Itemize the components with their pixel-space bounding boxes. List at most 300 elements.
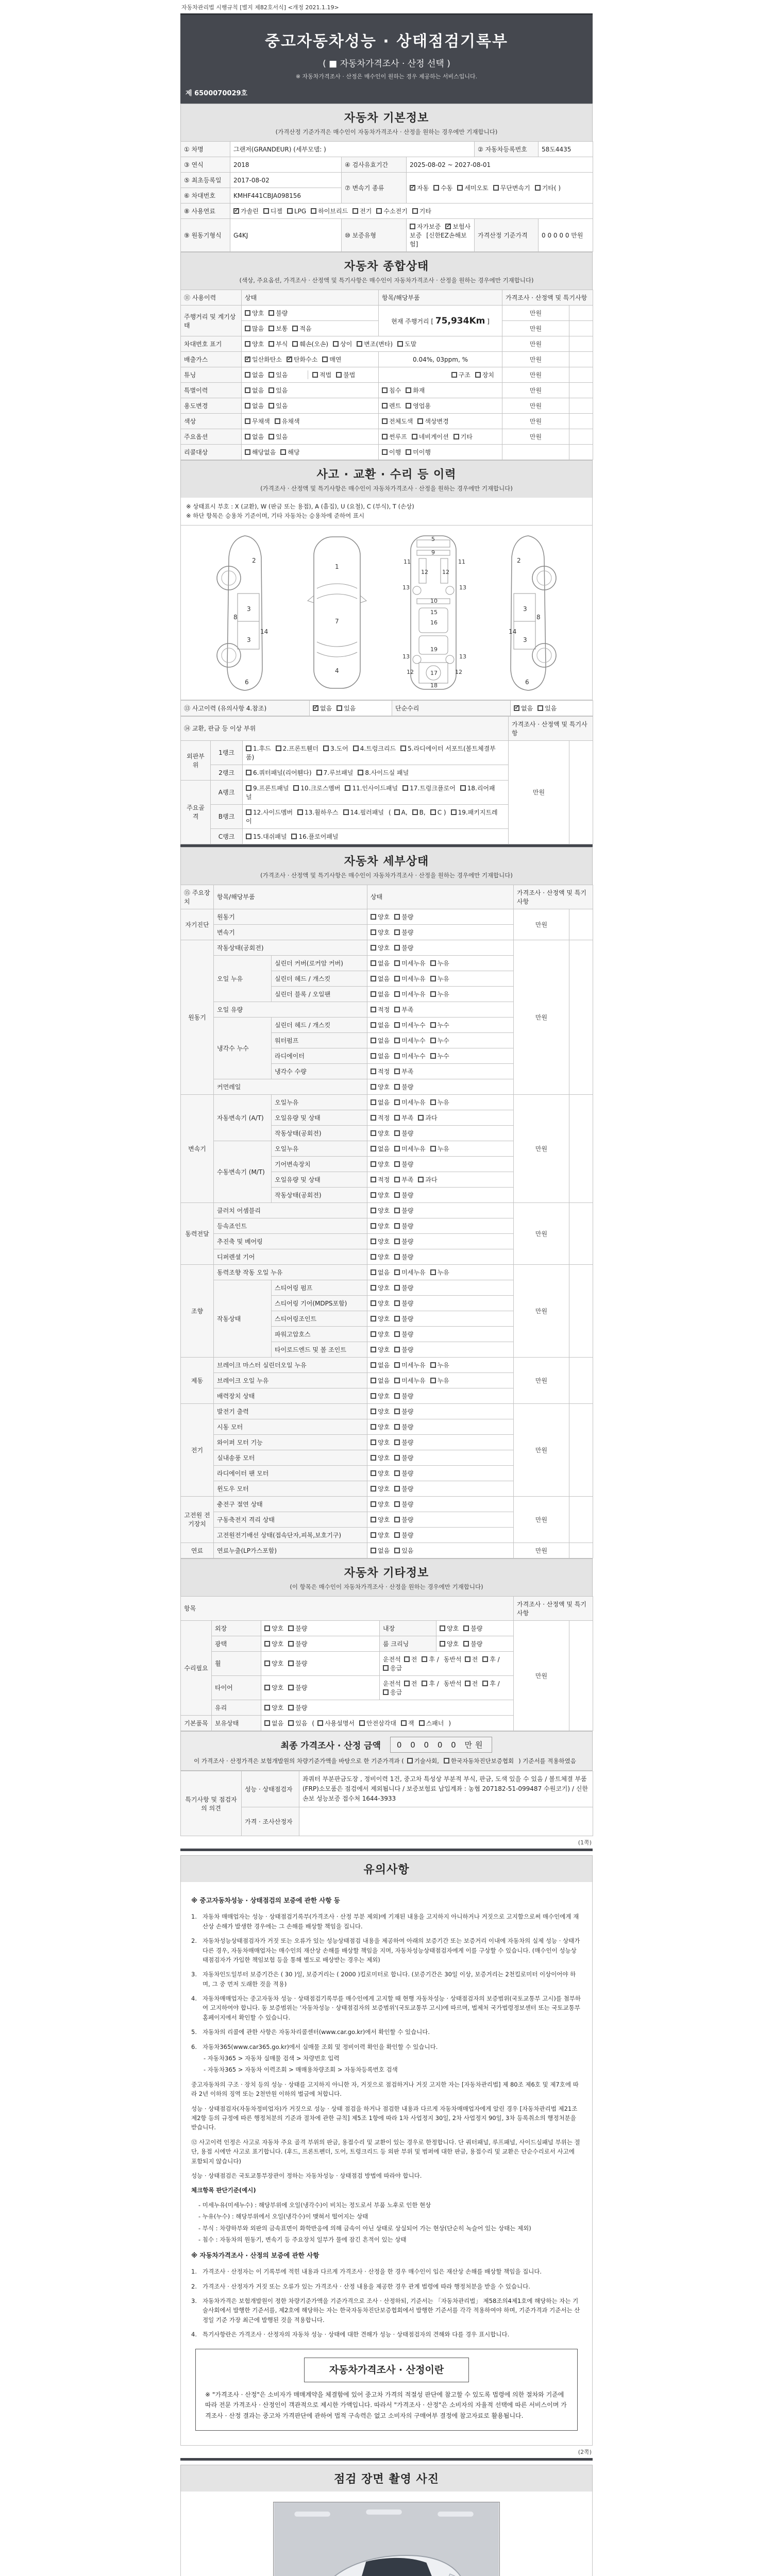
checkbox[interactable] — [465, 1656, 470, 1662]
checkbox[interactable] — [430, 809, 436, 815]
checkbox[interactable] — [382, 403, 388, 409]
checkbox[interactable] — [394, 1130, 400, 1136]
checkbox[interactable] — [371, 1285, 376, 1291]
glass-label: 유리 — [212, 1700, 261, 1715]
checkbox[interactable] — [430, 991, 436, 997]
checkbox[interactable] — [433, 185, 439, 191]
checkbox[interactable] — [430, 1146, 436, 1151]
checkbox[interactable] — [394, 1115, 400, 1121]
checkbox-label: 있음 — [344, 704, 356, 712]
panel-number: 13 — [459, 653, 466, 660]
checkbox-group — [410, 183, 590, 192]
checkbox[interactable] — [292, 341, 298, 347]
checkbox[interactable] — [264, 1641, 270, 1647]
checkbox[interactable] — [288, 1720, 294, 1726]
checkbox-label: 부족 — [401, 1006, 414, 1013]
checkbox[interactable] — [482, 1681, 488, 1686]
checkbox[interactable] — [400, 745, 406, 751]
checkbox-checked[interactable] — [410, 185, 415, 191]
checkbox[interactable] — [371, 1409, 376, 1414]
item-label: 추진축 및 베어링 — [214, 1233, 367, 1249]
checkbox[interactable] — [394, 929, 400, 935]
checkbox[interactable] — [371, 1378, 376, 1383]
checkbox[interactable] — [382, 418, 388, 424]
checkbox[interactable] — [394, 1038, 400, 1043]
checkbox[interactable] — [264, 1625, 270, 1631]
checkbox[interactable] — [371, 976, 376, 981]
note-cell — [569, 1543, 593, 1558]
checkbox[interactable] — [288, 1641, 294, 1647]
checkbox[interactable] — [245, 387, 250, 393]
checkbox[interactable] — [394, 991, 400, 997]
checkbox-label: 없음 — [252, 387, 264, 394]
checkbox[interactable] — [394, 1022, 400, 1028]
checkbox[interactable] — [394, 1285, 400, 1291]
table-row — [181, 306, 593, 321]
checkbox[interactable] — [394, 1316, 400, 1321]
checkbox-label: 15.대쉬패널 — [253, 833, 287, 840]
checkbox[interactable] — [264, 1705, 270, 1710]
checkbox-label: 해당 — [288, 449, 300, 456]
checkbox[interactable] — [394, 1254, 400, 1260]
checkbox[interactable] — [371, 945, 376, 951]
checkbox-group — [264, 1683, 376, 1692]
accident-history-label: ⑬ 사고이력 (유의사항 4.참조) — [181, 700, 310, 716]
checkbox[interactable] — [245, 326, 250, 331]
checkbox-group — [245, 324, 375, 333]
form-regulation-note: 자동차관리법 시행규칙 [별지 제82호서식] <개정 2021.1.19> — [181, 4, 339, 11]
checkbox[interactable] — [245, 310, 250, 316]
checkbox[interactable] — [404, 1656, 410, 1662]
checkbox-group — [371, 943, 510, 952]
checkbox[interactable] — [537, 705, 543, 711]
table-row — [181, 204, 593, 219]
checkbox[interactable] — [394, 1378, 400, 1383]
checkbox[interactable] — [288, 1685, 294, 1690]
checkbox[interactable] — [371, 1192, 376, 1198]
simple-repair-label: 단순수리 — [392, 700, 511, 716]
checkbox[interactable] — [394, 1362, 400, 1368]
table-row — [181, 909, 593, 924]
checkbox[interactable] — [311, 208, 316, 214]
note-cell — [569, 940, 593, 1094]
fuel-type-label: ⑧ 사용연료 — [181, 204, 230, 219]
price-cell: 만원 — [514, 1094, 569, 1202]
panel-number: 9 — [431, 549, 435, 556]
checkbox[interactable] — [292, 326, 298, 331]
checkbox[interactable] — [371, 1362, 376, 1368]
checkbox-group — [371, 1484, 510, 1493]
checkbox[interactable] — [451, 372, 457, 378]
checkbox[interactable] — [245, 449, 250, 455]
checkbox-label: 양호 — [378, 944, 390, 952]
checkbox-label: 불량 — [401, 1516, 414, 1523]
checkbox[interactable] — [394, 1269, 400, 1275]
checkbox[interactable] — [430, 1378, 436, 1383]
checkbox[interactable] — [371, 1254, 376, 1260]
checkbox[interactable] — [394, 1192, 400, 1198]
table-row — [181, 940, 593, 955]
checkbox[interactable] — [422, 1681, 427, 1686]
checkbox-label: 양호 — [447, 1640, 459, 1648]
checkbox[interactable] — [371, 1115, 376, 1121]
checkbox[interactable] — [291, 834, 297, 839]
checkbox[interactable] — [322, 357, 328, 362]
checkbox[interactable] — [359, 1720, 365, 1726]
checkbox[interactable] — [383, 1689, 389, 1695]
checkbox[interactable] — [412, 434, 417, 439]
checkbox[interactable] — [407, 1758, 413, 1764]
checkbox[interactable] — [394, 914, 400, 920]
checkbox[interactable] — [418, 1177, 424, 1182]
checkbox-checked[interactable] — [445, 224, 451, 229]
color-options — [242, 414, 379, 429]
checkbox[interactable] — [268, 341, 274, 347]
checkbox[interactable] — [371, 1053, 376, 1059]
checkbox-label: 불량 — [401, 1454, 414, 1462]
checkbox[interactable] — [357, 341, 362, 347]
checkbox[interactable] — [394, 1177, 400, 1182]
checkbox[interactable] — [245, 372, 250, 378]
checkbox[interactable] — [245, 418, 250, 424]
checkbox[interactable] — [482, 1656, 488, 1662]
panel-number: 17 — [430, 669, 438, 676]
checkbox[interactable] — [268, 372, 274, 378]
usage-change-label: 용도변경 — [181, 398, 242, 414]
checkbox-label: 도말 — [405, 341, 417, 348]
checkbox[interactable] — [382, 387, 388, 393]
checkbox[interactable] — [316, 770, 322, 775]
checkbox-group — [382, 370, 499, 379]
checkbox[interactable] — [401, 1720, 407, 1726]
checkbox-label: 미세누유 — [401, 1145, 426, 1153]
state-header: 상태 — [367, 885, 514, 909]
checkbox[interactable] — [430, 1362, 436, 1368]
checkbox-label: 자가보증 — [417, 223, 441, 230]
checkbox-label: 누유 — [437, 959, 449, 967]
checkbox-label: 누유 — [437, 1145, 449, 1153]
table-row — [181, 383, 593, 398]
checkbox[interactable] — [345, 785, 350, 791]
checkbox[interactable] — [412, 208, 418, 214]
checkbox[interactable] — [394, 1409, 400, 1414]
checkbox[interactable] — [453, 434, 459, 439]
checkbox[interactable] — [535, 185, 541, 191]
checkbox[interactable] — [394, 1007, 400, 1012]
checkbox[interactable] — [394, 809, 400, 815]
checkbox-label: 불량 — [401, 1408, 414, 1415]
checkbox[interactable] — [394, 1223, 400, 1229]
checkbox-label: 3.도어 — [330, 744, 348, 752]
checkbox[interactable] — [430, 976, 436, 981]
checkbox[interactable] — [422, 1656, 427, 1662]
checkbox[interactable] — [418, 1115, 424, 1121]
checkbox[interactable] — [410, 224, 415, 229]
checkbox[interactable] — [394, 960, 400, 966]
checkbox[interactable] — [394, 1501, 400, 1507]
checkbox[interactable] — [463, 1625, 469, 1631]
wheel-label: 휠 — [212, 1651, 261, 1675]
checkbox[interactable] — [352, 208, 358, 214]
checkbox[interactable] — [394, 976, 400, 981]
checkbox[interactable] — [337, 705, 342, 711]
final-price-basis — [186, 1757, 587, 1765]
checkbox[interactable] — [288, 1705, 294, 1710]
checkbox[interactable] — [293, 785, 299, 791]
checkbox[interactable] — [394, 1099, 400, 1105]
note-cell — [569, 1094, 593, 1202]
checkbox-label: 부족 — [401, 1114, 414, 1122]
checkbox-group — [371, 1500, 510, 1509]
checkbox[interactable] — [397, 341, 403, 347]
checkbox[interactable] — [430, 1022, 436, 1028]
checkbox-checked[interactable] — [233, 208, 239, 214]
notice-item — [191, 2042, 582, 2052]
checkbox-label: 불법 — [343, 371, 356, 379]
checkbox[interactable] — [371, 1146, 376, 1151]
checkbox[interactable] — [276, 745, 281, 751]
checkbox[interactable] — [406, 449, 411, 455]
checkbox-checked[interactable] — [245, 357, 250, 362]
checkbox[interactable] — [371, 1424, 376, 1430]
checkbox[interactable] — [268, 310, 274, 316]
checkbox[interactable] — [280, 449, 286, 455]
checkbox[interactable] — [343, 809, 349, 815]
checkbox[interactable] — [394, 1424, 400, 1430]
checkbox[interactable] — [394, 1455, 400, 1461]
checkbox[interactable] — [245, 403, 250, 409]
checkbox[interactable] — [394, 1239, 400, 1244]
price-cell: 만원 — [502, 321, 569, 336]
checkbox[interactable] — [376, 208, 382, 214]
checkbox[interactable] — [323, 745, 329, 751]
checkbox-label: 불량 — [401, 1222, 414, 1230]
special-history-label: 특별이력 — [181, 383, 242, 398]
checkbox-label: 16.플로어패널 — [298, 833, 339, 840]
checkbox[interactable] — [394, 1347, 400, 1352]
possession-label: 보유상태 — [212, 1715, 261, 1731]
checkbox[interactable] — [430, 1053, 436, 1059]
checkbox[interactable] — [268, 403, 274, 409]
checkbox[interactable] — [371, 1331, 376, 1337]
checkbox-label: 매연 — [329, 356, 342, 363]
checkbox-group — [313, 704, 389, 713]
checkbox[interactable] — [371, 929, 376, 935]
checkbox[interactable] — [287, 208, 293, 214]
checkbox-group — [371, 1376, 510, 1385]
panel-number: 4 — [335, 667, 339, 674]
item-label: 실린더 커버(로커암 커버) — [272, 955, 367, 971]
checkbox[interactable] — [371, 1347, 376, 1352]
checkbox[interactable] — [371, 960, 376, 966]
section-overall-header — [180, 252, 593, 290]
checkbox[interactable] — [394, 1470, 400, 1476]
checkbox[interactable] — [460, 785, 466, 791]
checkbox[interactable] — [394, 1208, 400, 1213]
checkbox[interactable] — [394, 1548, 400, 1553]
checkbox-group — [264, 1624, 376, 1633]
checkbox[interactable] — [371, 1501, 376, 1507]
checkbox-group — [371, 1392, 510, 1400]
table-header-row — [181, 885, 593, 909]
checkbox[interactable] — [371, 1022, 376, 1028]
checkbox[interactable] — [371, 1069, 376, 1074]
checkbox[interactable] — [430, 1038, 436, 1043]
checkbox[interactable] — [440, 1641, 445, 1647]
checkbox[interactable] — [394, 945, 400, 951]
car-bottom-diagram — [392, 533, 475, 692]
checkbox-label: 기타( ) — [542, 184, 561, 192]
checkbox[interactable] — [264, 1685, 270, 1690]
checkbox[interactable] — [371, 1470, 376, 1476]
checkbox-group — [371, 1407, 510, 1416]
checkbox[interactable] — [246, 745, 251, 751]
checkbox[interactable] — [268, 434, 274, 439]
checkbox[interactable] — [394, 1486, 400, 1492]
checkbox[interactable] — [440, 1625, 445, 1631]
checkbox[interactable] — [430, 1269, 436, 1275]
checkbox[interactable] — [312, 372, 318, 378]
checkbox[interactable] — [457, 185, 463, 191]
checkbox[interactable] — [371, 991, 376, 997]
checkbox[interactable] — [371, 1316, 376, 1321]
checkbox[interactable] — [394, 1053, 400, 1059]
checkbox[interactable] — [245, 341, 250, 347]
checkbox[interactable] — [288, 1625, 294, 1631]
checkbox[interactable] — [246, 770, 251, 775]
checkbox[interactable] — [394, 1517, 400, 1522]
checkbox[interactable] — [430, 1099, 436, 1105]
checkbox[interactable] — [371, 1455, 376, 1461]
checkbox[interactable] — [358, 770, 363, 775]
checkbox-label: 불량 — [401, 1083, 414, 1091]
checkbox[interactable] — [463, 1641, 469, 1647]
price-survey-definition-box — [195, 2349, 578, 2431]
checkbox[interactable] — [371, 1161, 376, 1167]
table-row — [181, 157, 593, 173]
checkbox-label: 양호 — [252, 310, 264, 317]
checkbox[interactable] — [371, 1208, 376, 1213]
checkbox[interactable] — [371, 1223, 376, 1229]
checkbox-checked[interactable] — [313, 705, 318, 711]
checkbox[interactable] — [394, 1331, 400, 1337]
checkbox-group — [371, 928, 510, 937]
checkbox-label: 없음 — [272, 1719, 284, 1727]
checkbox[interactable] — [264, 1720, 270, 1726]
checkbox[interactable] — [406, 387, 411, 393]
checkbox-label: 7.루브패널 — [323, 769, 354, 776]
checkbox[interactable] — [264, 1660, 270, 1666]
panel-number: 11 — [458, 558, 465, 565]
checkbox[interactable] — [371, 1239, 376, 1244]
checkbox[interactable] — [382, 449, 388, 455]
checkbox[interactable] — [383, 1665, 389, 1671]
checkbox[interactable] — [394, 1532, 400, 1538]
checkbox[interactable] — [394, 1084, 400, 1090]
checkbox[interactable] — [430, 960, 436, 966]
checkbox[interactable] — [246, 834, 251, 839]
checkbox[interactable] — [417, 418, 423, 424]
item-label: 구동축전지 격리 상태 — [214, 1512, 367, 1527]
checkbox[interactable] — [394, 1146, 400, 1151]
overall-condition-table — [180, 290, 593, 460]
checkbox[interactable] — [475, 372, 481, 378]
checkbox[interactable] — [371, 1532, 376, 1538]
checkbox-label: 양호 — [378, 1438, 390, 1446]
checkbox[interactable] — [336, 372, 342, 378]
checkbox[interactable] — [333, 341, 339, 347]
checkbox[interactable] — [297, 809, 303, 815]
checkbox[interactable] — [382, 434, 388, 439]
checkbox[interactable] — [394, 1393, 400, 1399]
checkbox[interactable] — [268, 387, 274, 393]
inspection-period-label: ④ 검사유효기간 — [342, 157, 407, 173]
checkbox[interactable] — [465, 1681, 470, 1686]
checkbox[interactable] — [371, 914, 376, 920]
checkbox[interactable] — [406, 403, 411, 409]
checkbox[interactable] — [288, 1660, 294, 1666]
checkbox[interactable] — [394, 1439, 400, 1445]
checkbox[interactable] — [371, 1393, 376, 1399]
checkbox-label: 기술사회, — [414, 1757, 439, 1765]
checkbox[interactable] — [371, 1038, 376, 1043]
checkbox[interactable] — [371, 1007, 376, 1012]
checkbox[interactable] — [371, 1300, 376, 1306]
checkbox[interactable] — [493, 185, 499, 191]
checkbox-group — [245, 401, 375, 410]
checkbox[interactable] — [268, 326, 274, 331]
checkbox[interactable] — [402, 785, 408, 791]
exchange-panel-table — [180, 716, 593, 844]
panel-number: 10 — [430, 597, 438, 604]
checkbox[interactable] — [371, 1130, 376, 1136]
item-text: 특기사항란은 가격조사 · 산정자의 자동차 성능 · 상태에 대한 견해가 성능 · 상태점검자의 견해와 다를 경우 표시합니다. — [203, 2331, 510, 2338]
checkbox[interactable] — [246, 809, 251, 815]
checkbox[interactable] — [263, 208, 269, 214]
checkbox[interactable] — [394, 1300, 400, 1306]
final-price-digits: 0 0 0 0 0 — [396, 1740, 459, 1750]
checkbox[interactable] — [412, 809, 418, 815]
checkbox[interactable] — [444, 1758, 449, 1764]
checkbox[interactable] — [371, 1486, 376, 1492]
checkbox-checked[interactable] — [514, 705, 519, 711]
checkbox[interactable] — [371, 1099, 376, 1105]
checkbox[interactable] — [419, 1720, 425, 1726]
checkbox[interactable] — [371, 1084, 376, 1090]
checkbox[interactable] — [245, 434, 250, 439]
checkbox[interactable] — [394, 1161, 400, 1167]
checkbox-group — [371, 974, 510, 983]
checkbox[interactable] — [394, 1069, 400, 1074]
checkbox[interactable] — [317, 1720, 323, 1726]
checkbox[interactable] — [275, 418, 280, 424]
checkbox[interactable] — [246, 785, 251, 791]
definition-box-title: 자동차가격조사 · 산정이란 — [304, 2358, 469, 2382]
checkbox[interactable] — [371, 1517, 376, 1522]
checkbox[interactable] — [353, 745, 359, 751]
checkbox[interactable] — [371, 1177, 376, 1182]
checkbox[interactable] — [371, 1269, 376, 1275]
checkbox[interactable] — [451, 809, 457, 815]
checkbox-label: 썬루프 — [389, 433, 407, 440]
checkbox[interactable] — [404, 1681, 410, 1686]
checkbox-checked[interactable] — [287, 357, 292, 362]
group-fuel: 연료 — [181, 1543, 214, 1558]
checkbox-label: 가솔린 — [241, 208, 259, 215]
checkbox-group — [371, 1268, 510, 1277]
checkbox[interactable] — [371, 1548, 376, 1553]
checkbox[interactable] — [371, 1439, 376, 1445]
